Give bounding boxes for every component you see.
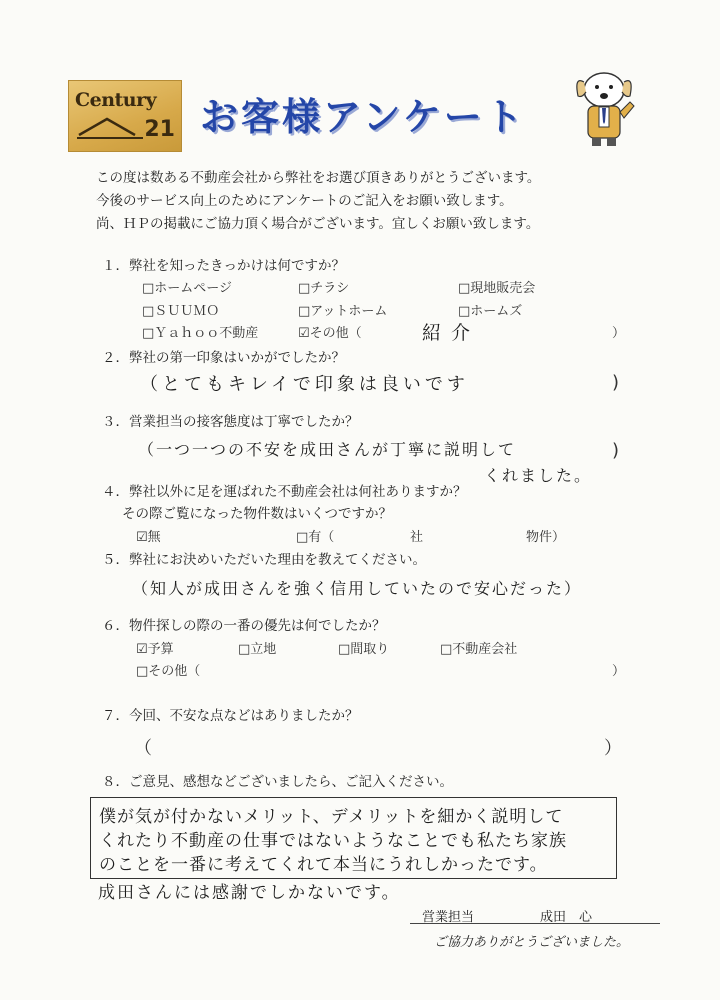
question-7: ７．今回、不安な点などはありましたか？ [102,708,359,724]
q4-unit-property: 物件） [526,530,566,545]
sales-rep-name: 成田 心 [540,910,593,925]
logo-number: 21 [144,117,175,142]
intro-line-3: 尚、ＨＰの掲載にご協力頂く場合がございます。宜しくお願い致します。 [96,216,540,232]
q6-option-agency[interactable]: □不動産会社 [440,642,518,657]
question-6: ６．物件探しの際の一番の優先は何でしたか？ [102,618,386,634]
q7-open-paren: （ [134,738,152,759]
question-4: ４．弊社以外に足を運ばれた不動産会社は何社ありますか？ [102,484,467,500]
q1-option-other[interactable]: ☑その他（ [298,326,362,341]
century21-logo [68,80,182,152]
intro-line-2: 今後のサービス向上のためにアンケートのご記入をお願い致します。 [96,193,513,209]
q2-close-paren: ) [612,372,620,393]
question-5: ５．弊社にお決めいただいた理由を教えてください。 [102,552,426,568]
q1-option-suumo[interactable]: □ＳＵＵＭＯ [142,304,220,319]
q1-option-homes[interactable]: □ホームズ [458,304,523,319]
question-4-sub: その際ご覧になった物件数はいくつですか？ [122,506,392,522]
q8-comment-box[interactable] [90,797,617,879]
intro-line-1: この度は数ある不動産会社から弊社をお選び頂きありがとうございます。 [96,170,541,186]
question-1: １．弊社を知ったきっかけは何ですか？ [102,258,345,274]
thanks-message: ご協力ありがとうございました。 [434,935,630,950]
q1-answer-handwritten: 紹介 [422,322,481,344]
question-8: ８．ご意見、感想などございましたら、ご記入ください。 [102,774,453,790]
q1-option-athome[interactable]: □アットホーム [298,304,388,319]
q6-option-layout[interactable]: □間取り [338,642,390,657]
q3-answer-line-2: くれました。 [484,466,593,485]
q3-answer-line-1: （一つ一つの不安を成田さんが丁寧に説明して [138,440,517,459]
q8-answer-line-3: のことを一番に考えてくれて本当にうれしかったです。 [99,855,548,875]
q4-option-yes[interactable]: □有（ [296,530,335,545]
q4-unit-company: 社 [410,530,424,545]
q8-answer-line-2: くれたり不動産の仕事ではないようなことでも私たち家族 [99,831,567,851]
q2-answer-handwritten: （とてもキレイで印象は良いです [140,374,469,395]
q6-option-location[interactable]: □立地 [238,642,277,657]
q4-option-none[interactable]: ☑無 [136,530,161,545]
q8-answer-line-4: 成田さんには感謝でしかないです。 [98,883,401,903]
q1-option-open-house[interactable]: □現地販売会 [458,281,536,296]
q6-option-budget[interactable]: ☑予算 [136,642,174,657]
q6-close-paren: ） [612,664,626,679]
q3-close-paren: ) [612,440,620,461]
q1-option-homepage[interactable]: □ホームページ [142,281,233,296]
q6-option-other[interactable]: □その他（ [136,664,201,679]
q1-close-paren: ） [612,326,626,341]
logo-word: Century [75,89,157,111]
sales-rep-label: 営業担当 [422,910,475,925]
q8-answer-line-1: 僕が気が付かないメリット、デメリットを細かく説明して [99,807,564,827]
question-2: ２．弊社の第一印象はいかがでしたか？ [102,350,345,366]
q7-close-paren: ） [604,738,622,759]
question-3: ３．営業担当の接客態度は丁寧でしたか？ [102,414,359,430]
q1-option-flyer[interactable]: □チラシ [298,281,350,296]
house-roof-icon [77,111,147,141]
signature-line [410,923,660,924]
q1-option-yahoo[interactable]: □Ｙａｈｏｏ不動産 [142,326,259,341]
q5-answer-handwritten: （知人が成田さんを強く信用していたので安心だった） [132,579,583,598]
page-title: お客様アンケート [200,95,526,139]
mascot-dog-icon [566,66,642,148]
